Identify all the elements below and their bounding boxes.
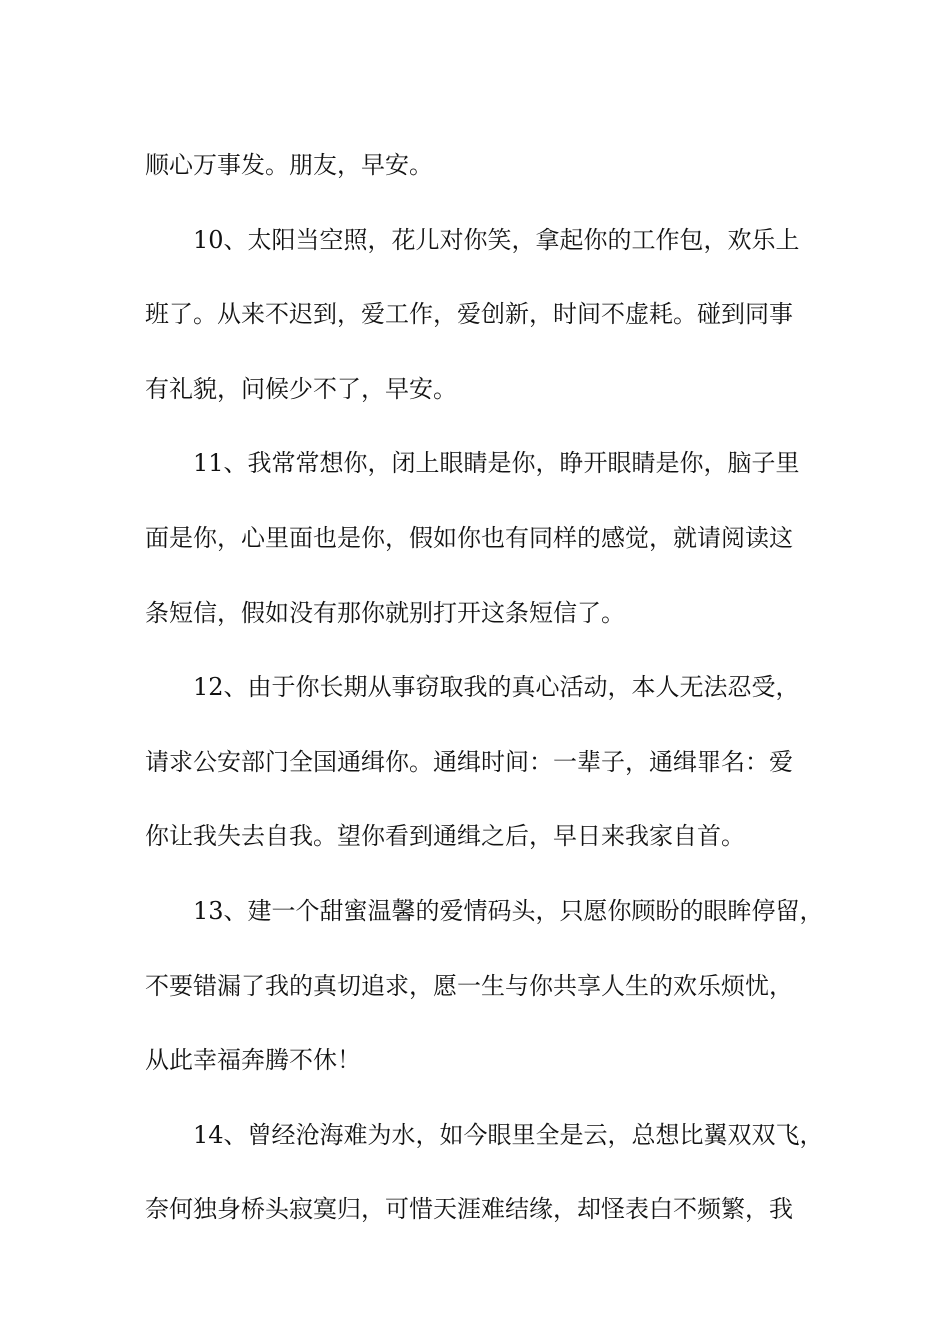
body-text [145, 128, 824, 1247]
text-line: 10、太阳当空照，花儿对你笑，拿起你的工作包，欢乐上 [193, 225, 800, 254]
text-line: 你让我失去自我。望你看到通缉之后，早日来我家自首。 [145, 822, 745, 851]
text-line: 12、由于你长期从事窃取我的真心活动，本人无法忍受， [193, 673, 800, 702]
text-line: 面是你，心里面也是你，假如你也有同样的感觉，就请阅读这 [145, 523, 793, 552]
text-line: 请求公安部门全国通缉你。通缉时间：一辈子，通缉罪名：爱 [145, 747, 793, 776]
text-line: 从此幸福奔腾不休！ [145, 1046, 361, 1075]
text-line: 条短信，假如没有那你就别打开这条短信了。 [145, 598, 625, 627]
text-line: 13、建一个甜蜜温馨的爱情码头，只愿你顾盼的眼眸停留， [193, 896, 824, 925]
text-line: 14、曾经沧海难为水，如今眼里全是云，总想比翼双双飞， [193, 1120, 824, 1149]
text-line: 班了。从来不迟到，爱工作，爱创新，时间不虚耗。碰到同事 [145, 300, 793, 329]
text-line: 不要错漏了我的真切追求，愿一生与你共享人生的欢乐烦忧， [145, 971, 793, 1000]
text-line: 顺心万事发。朋友，早安。 [145, 151, 433, 179]
text-line: 有礼貌，问候少不了，早安。 [145, 374, 457, 403]
text-line: 11、我常常想你，闭上眼睛是你，睁开眼睛是你，脑子里 [193, 449, 800, 478]
text-line: 奈何独身桥头寂寞归，可惜天涯难结缘，却怪表白不频繁，我 [145, 1195, 793, 1224]
